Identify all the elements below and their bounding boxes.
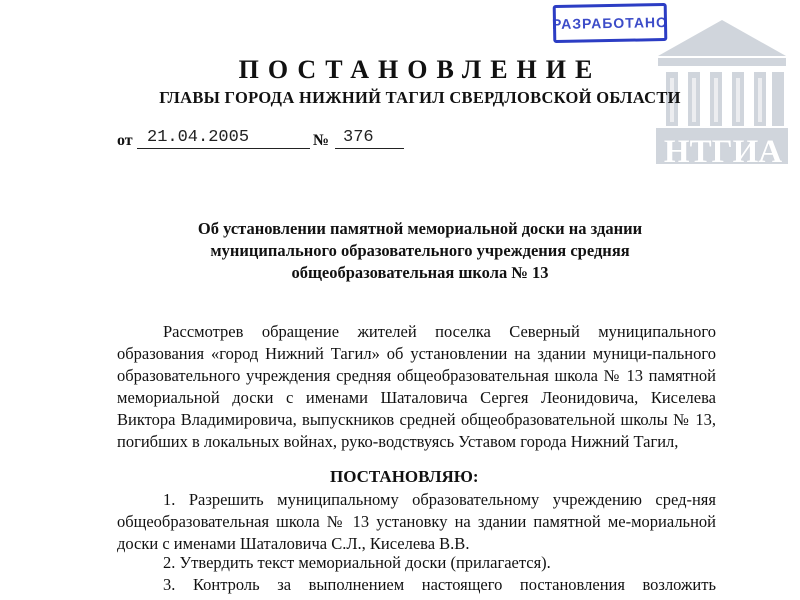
list-item: 3. Контроль за выполнением настоящего постановления возложить	[163, 575, 716, 594]
page-title: ПОСТАНОВЛЕНИЕ	[238, 55, 602, 84]
list-item: 1. Разрешить муниципальному образовательному учреждению сред-няя общеобразовательная школа № 13 установку на здании памятной ме-мориальной доски с именами Шаталовича С.Л., Киселева В.В.	[117, 490, 716, 553]
date-value: 21.04.2005	[147, 128, 250, 147]
date-underline	[137, 148, 310, 149]
watermark-text: НТГИА	[663, 134, 783, 170]
heading-line: Об установлении памятной мемориальной доски на здании	[197, 219, 643, 238]
heading-line: муниципального образовательного учреждения средняя	[210, 241, 630, 260]
list-item: 2. Утвердить текст мемориальной доски (прилагается).	[163, 553, 551, 572]
page-subtitle: ГЛАВЫ ГОРОДА НИЖНИЙ ТАГИЛ СВЕРДЛОВСКОЙ ОБЛАСТИ	[159, 88, 681, 107]
stamp-text: РАЗРАБОТАНО	[551, 13, 669, 33]
date-label: от	[117, 132, 133, 149]
document-heading	[140, 218, 700, 284]
body-paragraph: Рассмотрев обращение жителей поселка Северный муниципального образования «город Нижний Тагил» об установлении на здании муници-пального образовательного учреждения средняя общеобразовательная школа № 13 памятной мемориальной доски с именами Шаталовича Сергея Леонидовича, Киселева Виктора Владимировича, выпускников средней общеобразовательной школы № 13, погибших в локальных войнах, руко-водствуясь Уставом города Нижний Тагил,	[117, 322, 716, 451]
number-value: 376	[343, 128, 374, 147]
heading-line: общеобразовательная школа № 13	[291, 263, 549, 282]
decree-heading: ПОСТАНОВЛЯЮ:	[330, 467, 479, 486]
approval-stamp	[553, 3, 668, 43]
number-label: №	[313, 132, 330, 149]
number-underline	[335, 148, 404, 149]
